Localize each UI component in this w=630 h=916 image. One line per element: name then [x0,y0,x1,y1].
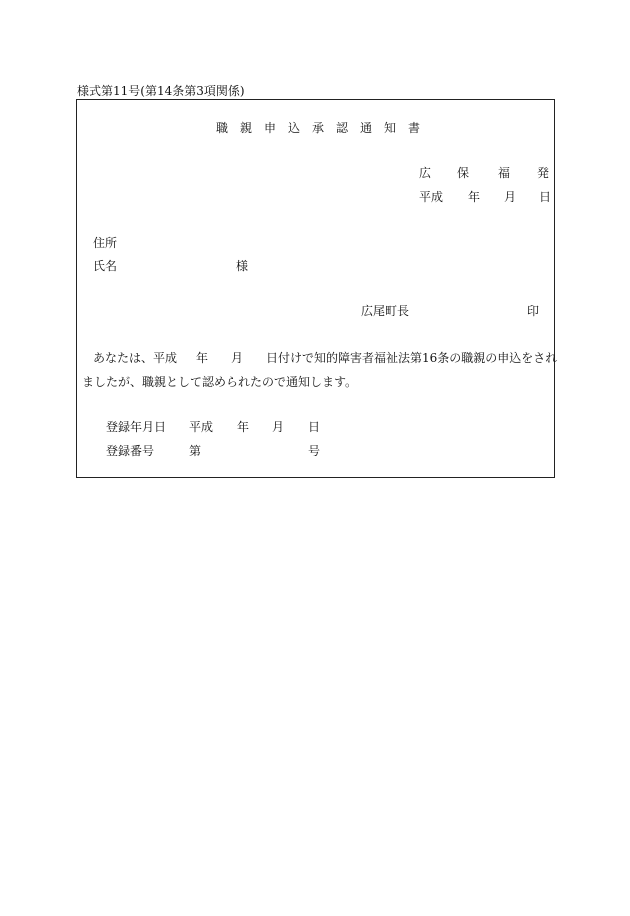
title-char: 通 [360,121,373,135]
body-text-month: 月 [231,351,244,365]
mayor-title: 広尾町長 [361,304,410,318]
date-day: 日 [539,190,552,204]
body-text-year: 年 [196,351,209,365]
title-char: 込 [288,121,301,135]
title-char: 申 [264,121,277,135]
title-char: 認 [336,121,349,135]
registration-number-prefix: 第 [189,444,202,458]
registration-date-month: 月 [272,420,285,434]
registration-number-label: 登録番号 [106,444,155,458]
title-char: 知 [384,121,397,135]
registration-date-label: 登録年月日 [106,420,167,434]
registration-date-year: 年 [237,420,250,434]
date-year: 年 [468,190,481,204]
registration-date-day: 日 [308,420,321,434]
issuer-char-ko: 広 [419,166,432,180]
title-char: 書 [408,121,421,135]
issuer-char-fuku: 福 [498,166,511,180]
date-month: 月 [504,190,517,204]
address-label: 住所 [93,236,118,250]
seal-mark: 印 [527,304,540,318]
document-title [216,119,432,136]
issuer-char-hatsu: 発 [537,166,550,180]
title-char: 承 [312,121,325,135]
issuer-char-ho: 保 [457,166,470,180]
name-label: 氏名 [93,259,118,273]
form-number-label: 様式第11号(第14条第3項関係) [77,84,245,98]
body-text-part1: あなたは、平成 [93,351,178,365]
honorific-sama: 様 [236,259,249,273]
registration-date-era: 平成 [189,420,214,434]
title-char: 親 [240,121,253,135]
body-text-part2: 日付けで知的障害者福祉法第16条の職親の申込をされ [266,351,558,365]
date-era: 平成 [419,190,444,204]
title-char: 職 [216,121,229,135]
body-text-line2: ましたが、職親として認められたので通知します。 [82,375,358,389]
registration-number-suffix: 号 [308,444,321,458]
